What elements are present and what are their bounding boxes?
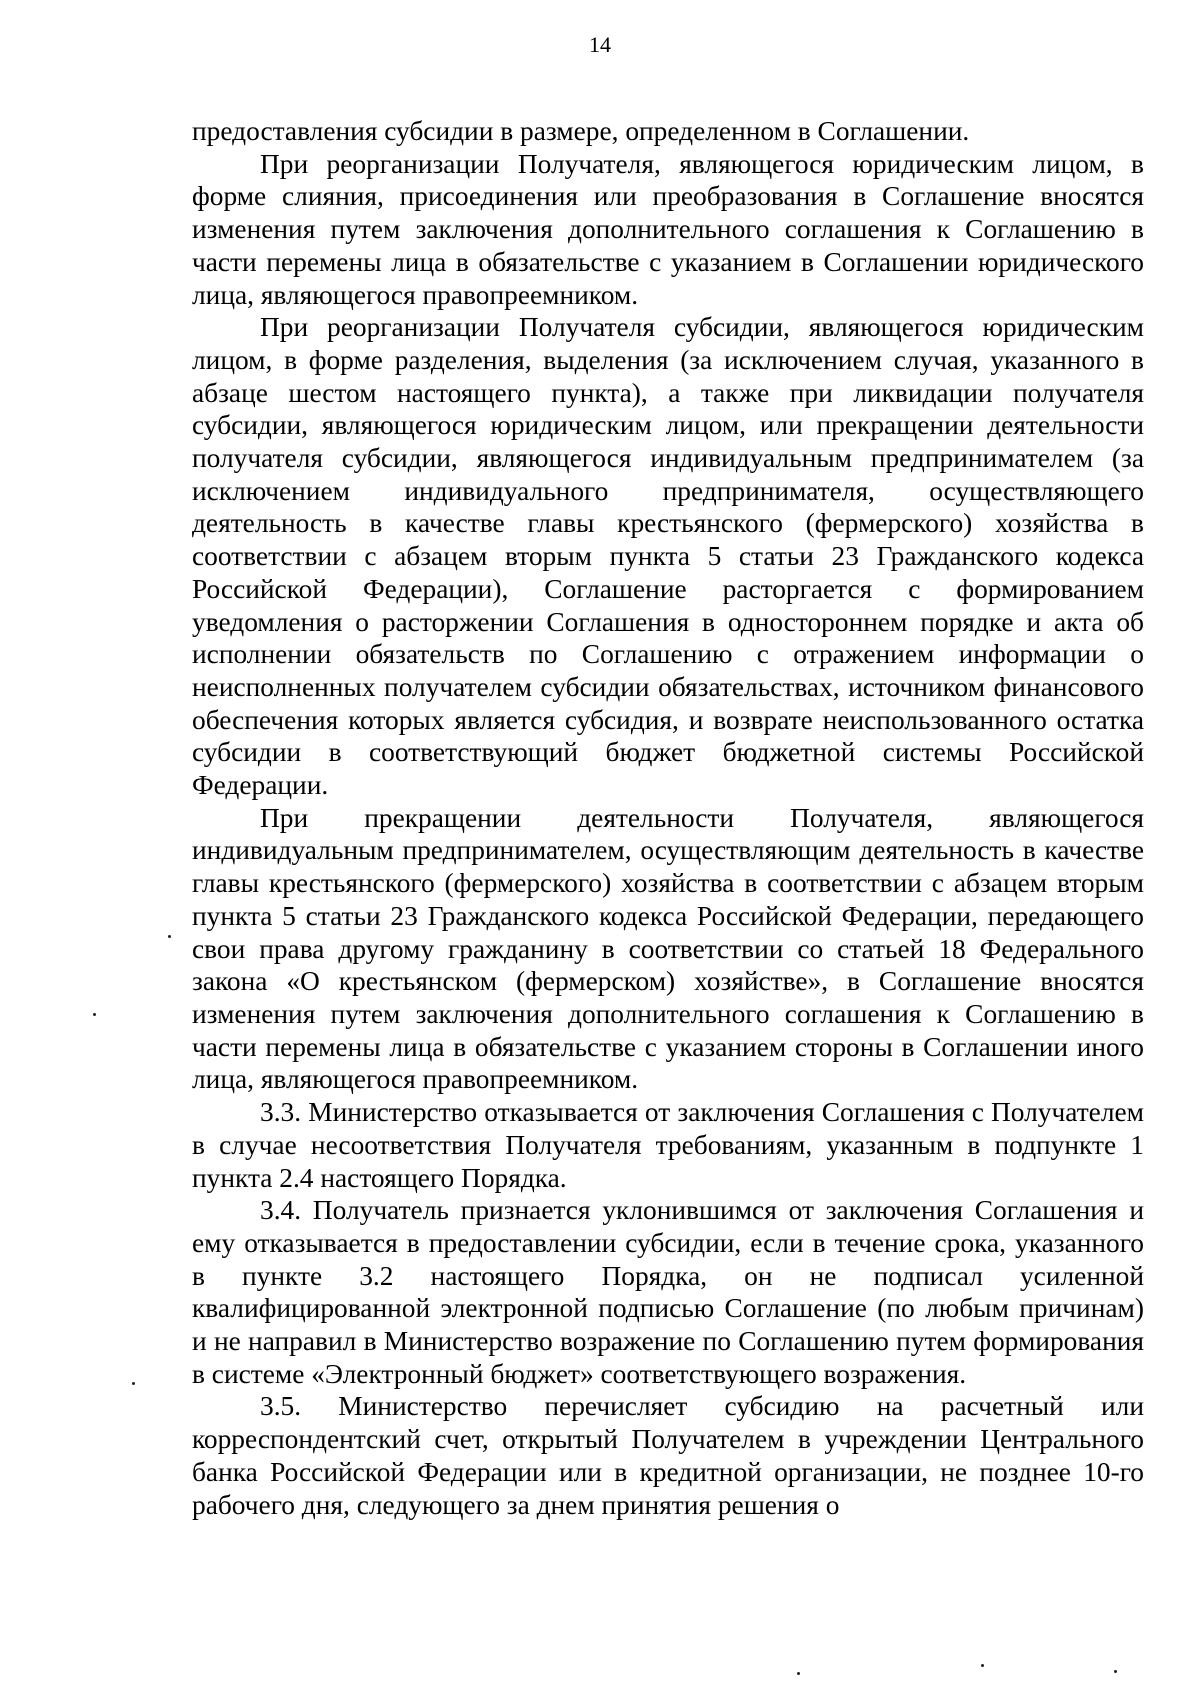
scan-speck — [1114, 1670, 1117, 1673]
paragraph-3-4: 3.4. Получатель признается уклонившимся от заключения Соглашения и ему отказывается в предоставлении субсидии, если в течение срока, указанного в пункте 3.2 настоящего Порядка, он не подписал усиленной квалифицированной электронной подписью Соглашение (по любым причинам) и не направил в Министерство возражение по Соглашению путем формирования в системе «Электронный бюджет» соответствующего возражения. — [192, 1195, 1144, 1389]
page-number: 14 — [589, 32, 611, 57]
paragraph-reorganization-merger: При реорганизации Получателя, являющегося юридическим лицом, в форме слияния, присоединения или преобразования в Соглашение вносятся изменения путем заключения дополнительного соглашения к Соглашению в части перемены лица в обязательстве с указанием в Соглашении юридического лица, являющегося правопреемником. — [192, 148, 1144, 310]
scan-speck — [981, 1664, 984, 1667]
document-body — [192, 115, 1144, 1521]
paragraph-farm-termination: При прекращении деятельности Получателя, являющегося индивидуальным предпринимателем, осуществляющим деятельность в качестве главы крестьянского (фермерского) хозяйства в соответствии с абзацем вторым пункта 5 статьи 23 Гражданского кодекса Российской Федерации, передающего свои права другому гражданину в соответствии со статьей 18 Федерального закона «О крестьянском (фермерском) хозяйстве», в Соглашение вносятся изменения путем заключения дополнительного соглашения к Соглашению в части перемены лица в обязательстве с указанием стороны в Соглашении иного лица, являющегося правопреемником. — [192, 802, 1144, 1095]
scan-speck — [168, 935, 171, 938]
scan-speck — [132, 1382, 135, 1385]
paragraph-continuation: предоставления субсидии в размере, определенном в Соглашении. — [192, 116, 970, 146]
paragraph-3-5: 3.5. Министерство перечисляет субсидию на расчетный или корреспондентский счет, открытый Получателем в учреждении Центрального банка Российской Федерации или в кредитной организации, не позднее 10-го рабочего дня, следующего за днем принятия решения о — [192, 1391, 1144, 1520]
scan-speck — [93, 1013, 96, 1016]
scan-speck — [797, 1672, 800, 1675]
paragraph-3-3: 3.3. Министерство отказывается от заключения Соглашения с Получателем в случае несоответствия Получателя требованиям, указанным в подпункте 1 пункта 2.4 настоящего Порядка. — [192, 1097, 1144, 1193]
paragraph-reorganization-division: При реорганизации Получателя субсидии, являющегося юридическим лицом, в форме разделения, выделения (за исключением случая, указанного в абзаце шестом настоящего пункта), а также при ликвидации получателя субсидии, являющегося юридическим лицом, или прекращении деятельности получателя субсидии, являющегося индивидуальным предпринимателем (за исключением индивидуального предпринимателя, осуществляющего деятельность в качестве главы крестьянского (фермерского) хозяйства в соответствии с абзацем вторым пункта 5 статьи 23 Гражданского кодекса Российской Федерации), Соглашение расторгается с формированием уведомления о расторжении Соглашения в одностороннем порядке и акта об исполнении обязательств по Соглашению с отражением информации о неисполненных получателем субсидии обязательствах, источником финансового обеспечения которых является субсидия, и возврате неиспользованного остатка субсидии в соответствующий бюджет бюджетной системы Российской Федерации. — [192, 312, 1144, 801]
